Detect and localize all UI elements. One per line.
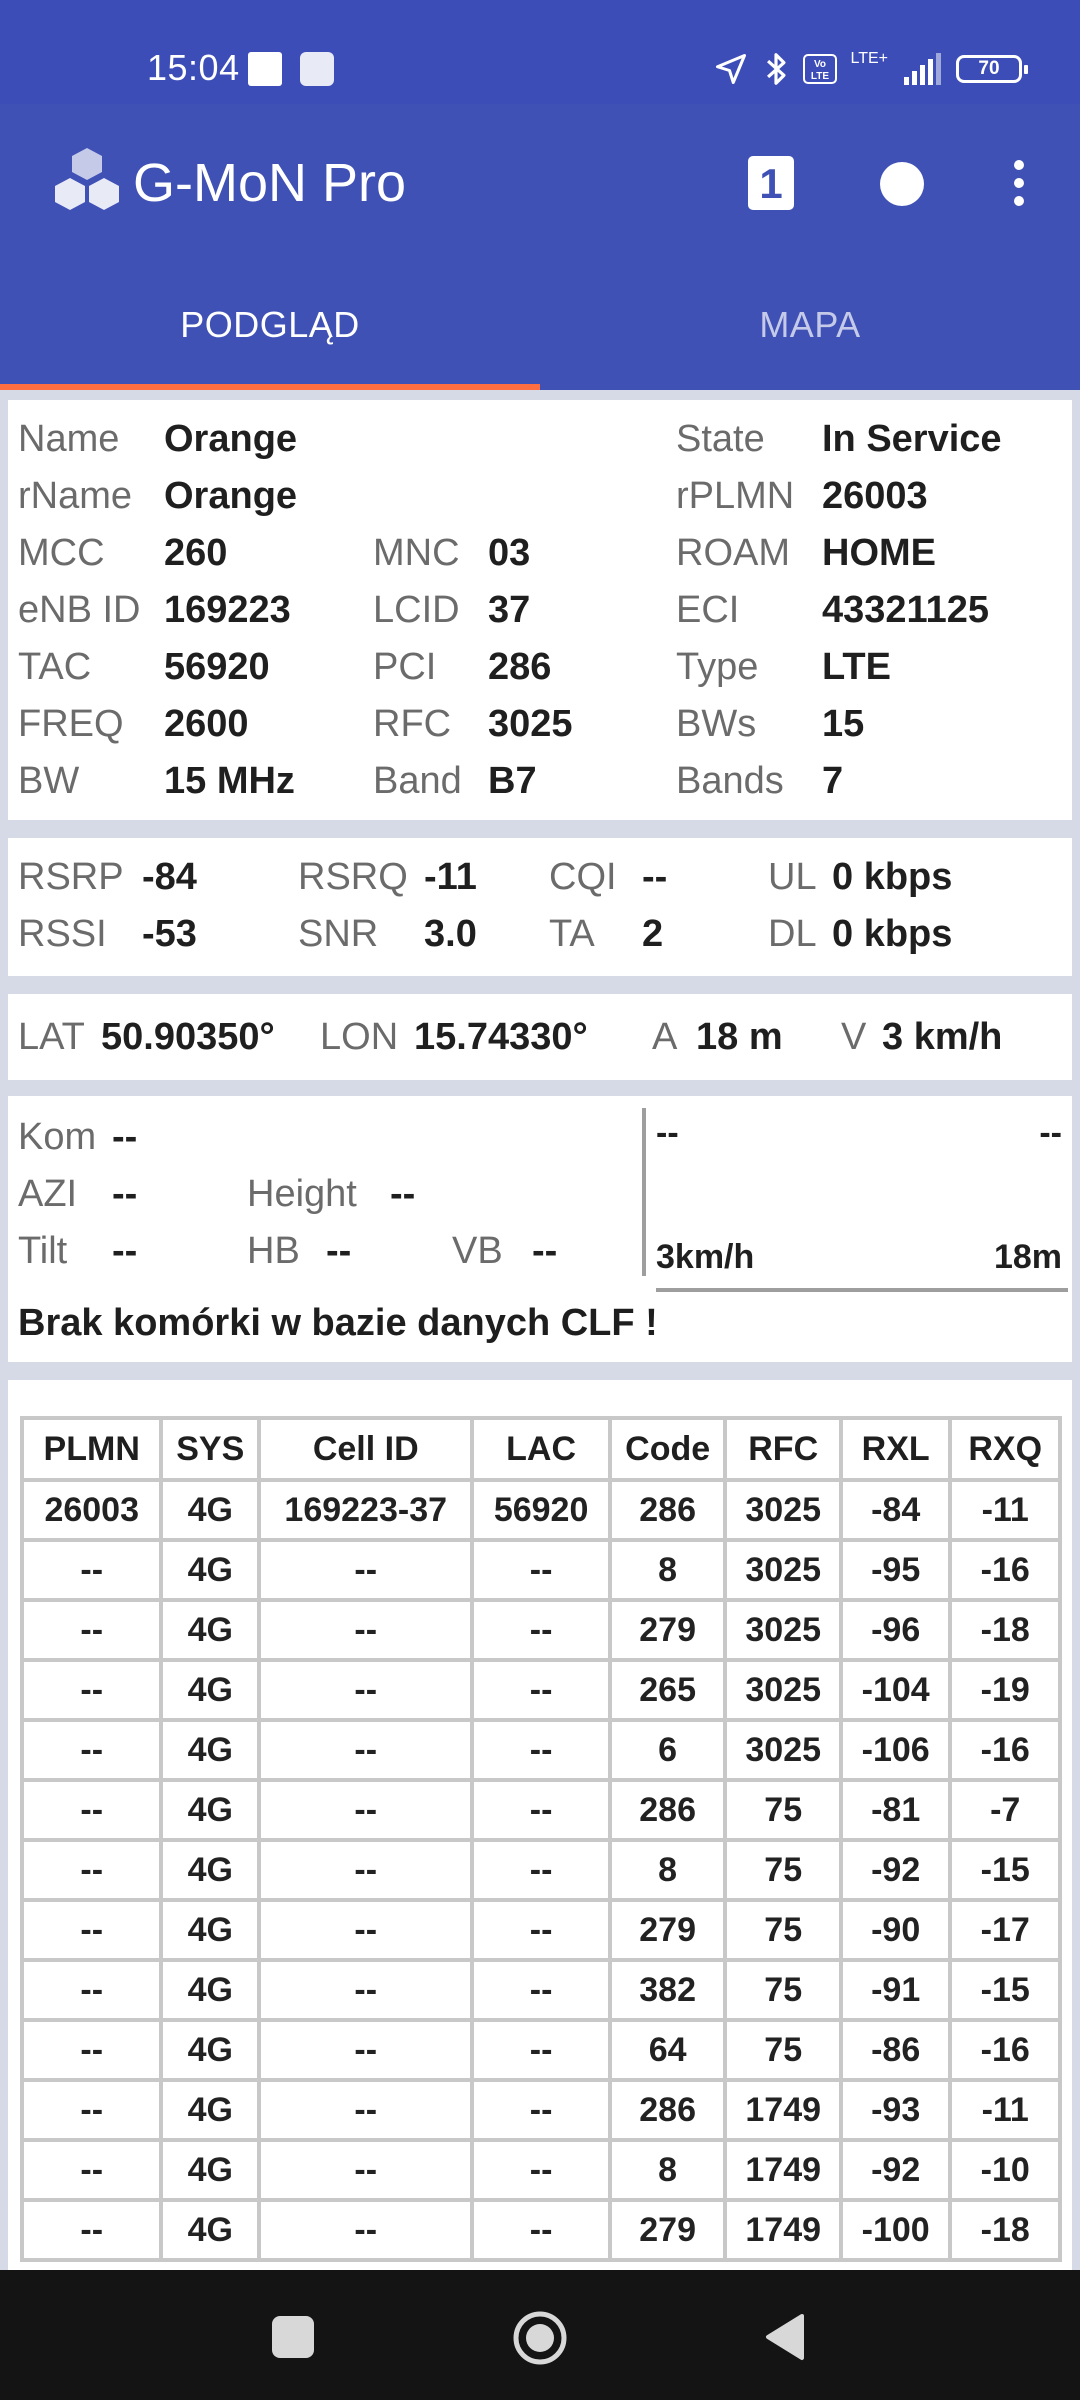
cell-sys: 4G <box>161 2080 259 2140</box>
notification-icon <box>248 52 282 86</box>
ta-value: 2 <box>642 913 664 955</box>
altitude-value: 18 m <box>696 1016 783 1058</box>
cell-cell-id: -- <box>259 1660 472 1720</box>
app-bar <box>0 104 1080 252</box>
cell-rxl: -81 <box>841 1780 950 1840</box>
cell-sys: 4G <box>161 2200 259 2260</box>
tab-mapa[interactable]: MAPA <box>759 304 861 345</box>
cell-lac: -- <box>472 1840 609 1900</box>
cell-sys: 4G <box>161 1780 259 1840</box>
bands-value: 7 <box>822 760 844 802</box>
notification-icon <box>300 52 334 86</box>
cell-rxq: -19 <box>950 1660 1060 1720</box>
dl-label: DL <box>768 913 817 955</box>
cell-cell-id: -- <box>259 2200 472 2260</box>
cell-sys: 4G <box>161 1720 259 1780</box>
record-button[interactable] <box>880 162 924 206</box>
cell-cell-id: -- <box>259 1780 472 1840</box>
svg-text:LTE: LTE <box>810 71 829 82</box>
tilt-value: -- <box>112 1230 138 1272</box>
neighbor-cells-card <box>8 1380 1072 2270</box>
cell-rfc: 1749 <box>725 2200 840 2260</box>
column-header-cell-id: Cell ID <box>259 1418 472 1480</box>
rssi-value: -53 <box>142 913 197 955</box>
cell-cell-id: -- <box>259 1600 472 1660</box>
tac-label: TAC <box>18 646 92 688</box>
name-label: Name <box>18 418 120 460</box>
cell-sys: 4G <box>161 2020 259 2080</box>
cell-rxl: -90 <box>841 1900 950 1960</box>
table-row <box>22 1900 1060 1960</box>
freq-label: FREQ <box>18 703 124 745</box>
cell-plmn: -- <box>22 1960 161 2020</box>
column-header-rxq: RXQ <box>950 1418 1060 1480</box>
cell-rfc: 1749 <box>725 2140 840 2200</box>
signal-card <box>8 838 1072 976</box>
kom-value: -- <box>112 1116 138 1158</box>
more-options-icon[interactable] <box>1012 160 1026 214</box>
cell-sys: 4G <box>161 1900 259 1960</box>
cell-rxq: -18 <box>950 2200 1060 2260</box>
pci-label: PCI <box>373 646 437 688</box>
cell-rfc: 75 <box>725 2020 840 2080</box>
rplmn-label: rPLMN <box>676 475 795 517</box>
cell-sys: 4G <box>161 1600 259 1660</box>
cell-lac: -- <box>472 1720 609 1780</box>
cell-lac: 56920 <box>472 1480 609 1540</box>
cell-rfc: 3025 <box>725 1480 840 1540</box>
cell-code: 279 <box>610 1900 726 1960</box>
vertical-divider <box>642 1108 646 1276</box>
home-button[interactable] <box>512 2310 568 2366</box>
cell-code: 8 <box>610 1540 726 1600</box>
cell-sys: 4G <box>161 1540 259 1600</box>
cell-cell-id: -- <box>259 1960 472 2020</box>
cell-rxq: -11 <box>950 2080 1060 2140</box>
name-value: Orange <box>164 418 298 460</box>
eci-label: ECI <box>676 589 740 631</box>
cell-rxq: -7 <box>950 1780 1060 1840</box>
band-label: Band <box>373 760 462 802</box>
ul-label: UL <box>768 856 817 898</box>
cell-rxq: -17 <box>950 1900 1060 1960</box>
status-time: 15:04 <box>147 47 240 88</box>
cell-rxl: -106 <box>841 1720 950 1780</box>
cqi-value: -- <box>642 856 668 898</box>
azi-value: -- <box>112 1173 138 1215</box>
table-header-row <box>22 1418 1060 1480</box>
hb-label: HB <box>247 1230 300 1272</box>
neighbor-table-body <box>22 1480 1060 2260</box>
bws-label: BWs <box>676 703 757 745</box>
cell-cell-id: -- <box>259 2080 472 2140</box>
rname-value: Orange <box>164 475 298 517</box>
enb-id-value: 169223 <box>164 589 291 631</box>
vb-value: -- <box>532 1230 558 1272</box>
status-bar <box>0 0 1080 104</box>
horizontal-divider <box>656 1288 1068 1292</box>
accuracy-readout: 18m <box>993 1238 1062 1276</box>
cell-code: 279 <box>610 1600 726 1660</box>
state-value: In Service <box>822 418 1002 460</box>
cell-rxq: -16 <box>950 1720 1060 1780</box>
cell-rxl: -92 <box>841 2140 950 2200</box>
roam-value: HOME <box>822 532 936 574</box>
cell-rxq: -15 <box>950 1960 1060 2020</box>
altitude-label: A <box>652 1016 678 1058</box>
roam-label: ROAM <box>676 532 790 574</box>
location-card <box>8 994 1072 1080</box>
cell-rxq: -10 <box>950 2140 1060 2200</box>
cell-cell-id: -- <box>259 1900 472 1960</box>
velocity-label: V <box>841 1016 867 1058</box>
ul-value: 0 kbps <box>832 856 953 898</box>
table-row <box>22 1480 1060 1540</box>
cell-code: 64 <box>610 2020 726 2080</box>
velocity-value: 3 km/h <box>882 1016 1003 1058</box>
battery-icon: 70 <box>956 55 1022 83</box>
status-icons <box>713 50 1023 88</box>
cell-rxl: -86 <box>841 2020 950 2080</box>
navigation-icon <box>713 51 749 87</box>
eci-value: 43321125 <box>822 589 989 631</box>
cell-rfc: 3025 <box>725 1660 840 1720</box>
cell-sys: 4G <box>161 1480 259 1540</box>
cell-rxl: -95 <box>841 1540 950 1600</box>
cell-code: 286 <box>610 1780 726 1840</box>
cell-cell-id: -- <box>259 1840 472 1900</box>
dl-value: 0 kbps <box>832 913 953 955</box>
cell-rxl: -91 <box>841 1960 950 2020</box>
cell-lac: -- <box>472 1960 609 2020</box>
table-row <box>22 1660 1060 1720</box>
cell-cell-id: -- <box>259 1720 472 1780</box>
volte-icon <box>803 54 837 84</box>
lon-value: 15.74330° <box>414 1016 588 1058</box>
lcid-label: LCID <box>373 589 460 631</box>
cell-sys: 4G <box>161 1840 259 1900</box>
tab-bar <box>0 252 1080 390</box>
rssi-label: RSSI <box>18 913 107 955</box>
cell-cell-id: -- <box>259 1540 472 1600</box>
table-row <box>22 2020 1060 2080</box>
column-header-lac: LAC <box>472 1418 609 1480</box>
band-value: B7 <box>488 760 537 802</box>
cell-rxl: -100 <box>841 2200 950 2260</box>
tab-podglad[interactable]: PODGLĄD <box>0 252 540 390</box>
cell-rfc: 1749 <box>725 2080 840 2140</box>
height-label: Height <box>247 1173 357 1215</box>
table-row <box>22 1840 1060 1900</box>
mnc-label: MNC <box>373 532 460 574</box>
cell-cell-id: -- <box>259 2140 472 2200</box>
bw-label: BW <box>18 760 80 802</box>
cell-rxl: -93 <box>841 2080 950 2140</box>
type-label: Type <box>676 646 759 688</box>
cell-sys: 4G <box>161 2140 259 2200</box>
table-row <box>22 1540 1060 1600</box>
cell-rxq: -16 <box>950 2020 1060 2080</box>
cell-code: 286 <box>610 1480 726 1540</box>
site-info-card <box>8 1096 1072 1362</box>
cell-cell-id: -- <box>259 2020 472 2080</box>
app-title: G-MoN Pro <box>133 153 407 213</box>
rsrp-value: -84 <box>142 856 197 898</box>
cell-rxq: -16 <box>950 1540 1060 1600</box>
cell-sys: 4G <box>161 1960 259 2020</box>
lon-label: LON <box>320 1016 399 1058</box>
neighbor-cells-table <box>20 1416 1062 2262</box>
lat-label: LAT <box>18 1016 85 1058</box>
svg-text:Vo: Vo <box>813 59 826 70</box>
cell-lac: -- <box>472 1600 609 1660</box>
cell-plmn: -- <box>22 2080 161 2140</box>
recents-button[interactable] <box>272 2316 314 2358</box>
column-header-sys: SYS <box>161 1418 259 1480</box>
azi-label: AZI <box>18 1173 78 1215</box>
height-value: -- <box>390 1173 416 1215</box>
cell-code: 8 <box>610 2140 726 2200</box>
cell-cell-id: 169223-37 <box>259 1480 472 1540</box>
table-row <box>22 2200 1060 2260</box>
bw-value: 15 MHz <box>164 760 295 802</box>
freq-value: 2600 <box>164 703 249 745</box>
snr-value: 3.0 <box>424 913 477 955</box>
cell-plmn: -- <box>22 1540 161 1600</box>
state-label: State <box>676 418 765 460</box>
bluetooth-icon <box>763 50 789 88</box>
rfc-value: 3025 <box>488 703 573 745</box>
hb-value: -- <box>326 1230 352 1272</box>
cell-plmn: -- <box>22 1900 161 1960</box>
type-value: LTE <box>822 646 891 688</box>
cell-code: 279 <box>610 2200 726 2260</box>
bands-label: Bands <box>676 760 784 802</box>
cell-code: 265 <box>610 1660 726 1720</box>
cell-rfc: 3025 <box>725 1600 840 1660</box>
cell-rfc: 3025 <box>725 1720 840 1780</box>
table-row <box>22 1780 1060 1840</box>
snr-label: SNR <box>298 913 379 955</box>
cell-rfc: 75 <box>725 1840 840 1900</box>
cell-lac: -- <box>472 2080 609 2140</box>
cell-rxl: -96 <box>841 1600 950 1660</box>
cell-code: 382 <box>610 1960 726 2020</box>
cell-plmn: -- <box>22 1720 161 1780</box>
cell-rfc: 75 <box>725 1900 840 1960</box>
speed-readout: 3km/h <box>656 1238 755 1276</box>
tac-value: 56920 <box>164 646 270 688</box>
vb-label: VB <box>452 1230 503 1272</box>
table-row <box>22 1600 1060 1660</box>
cell-rfc: 75 <box>725 1780 840 1840</box>
cell-plmn: -- <box>22 2020 161 2080</box>
lcid-value: 37 <box>488 589 531 631</box>
sim-selector-button[interactable]: 1 <box>748 156 794 210</box>
table-row <box>22 2080 1060 2140</box>
cell-plmn: -- <box>22 2200 161 2260</box>
mnc-value: 03 <box>488 532 531 574</box>
table-row <box>22 1720 1060 1780</box>
cell-code: 6 <box>610 1720 726 1780</box>
column-header-rxl: RXL <box>841 1418 950 1480</box>
mcc-label: MCC <box>18 532 105 574</box>
app-logo-icon <box>52 146 122 216</box>
mcc-value: 260 <box>164 532 228 574</box>
lat-value: 50.90350° <box>101 1016 275 1058</box>
cell-plmn: -- <box>22 1600 161 1660</box>
rname-label: rName <box>18 475 133 517</box>
bws-value: 15 <box>822 703 865 745</box>
cell-rxq: -15 <box>950 1840 1060 1900</box>
back-button[interactable] <box>762 2312 806 2362</box>
cell-lac: -- <box>472 2140 609 2200</box>
rsrp-label: RSRP <box>18 856 124 898</box>
enb-id-label: eNB ID <box>18 589 141 631</box>
cell-lac: -- <box>472 1900 609 1960</box>
ta-label: TA <box>549 913 595 955</box>
cell-code: 286 <box>610 2080 726 2140</box>
cell-lac: -- <box>472 1660 609 1720</box>
table-row <box>22 1960 1060 2020</box>
signal-icon <box>902 53 942 85</box>
cell-rfc: 3025 <box>725 1540 840 1600</box>
cell-plmn: 26003 <box>22 1480 161 1540</box>
column-header-rfc: RFC <box>725 1418 840 1480</box>
cell-info-card <box>8 400 1072 820</box>
cell-rxl: -104 <box>841 1660 950 1720</box>
cell-code: 8 <box>610 1840 726 1900</box>
column-header-code: Code <box>610 1418 726 1480</box>
rsrq-value: -11 <box>424 856 477 898</box>
cell-rxq: -11 <box>950 1480 1060 1540</box>
cell-lac: -- <box>472 1780 609 1840</box>
cell-plmn: -- <box>22 1660 161 1720</box>
rsrq-label: RSRQ <box>298 856 408 898</box>
mini-top-right: -- <box>1039 1114 1062 1152</box>
cell-sys: 4G <box>161 1660 259 1720</box>
cell-rxl: -92 <box>841 1840 950 1900</box>
cell-lac: -- <box>472 1540 609 1600</box>
table-row <box>22 2140 1060 2200</box>
kom-label: Kom <box>18 1116 97 1158</box>
cell-plmn: -- <box>22 2140 161 2200</box>
rplmn-value: 26003 <box>822 475 928 517</box>
rfc-label: RFC <box>373 703 452 745</box>
system-navigation-bar <box>0 2270 1080 2400</box>
column-header-plmn: PLMN <box>22 1418 161 1480</box>
mini-top-left: -- <box>656 1114 679 1152</box>
cell-plmn: -- <box>22 1840 161 1900</box>
cell-rxq: -18 <box>950 1600 1060 1660</box>
cqi-label: CQI <box>549 856 617 898</box>
cell-lac: -- <box>472 2020 609 2080</box>
cell-rfc: 75 <box>725 1960 840 2020</box>
cell-plmn: -- <box>22 1780 161 1840</box>
tilt-label: Tilt <box>18 1230 68 1272</box>
network-type-label: LTE+ <box>850 50 888 67</box>
cell-lac: -- <box>472 2200 609 2260</box>
cell-rxl: -84 <box>841 1480 950 1540</box>
clf-message: Brak komórki w bazie danych CLF ! <box>18 1302 658 1344</box>
pci-value: 286 <box>488 646 552 688</box>
